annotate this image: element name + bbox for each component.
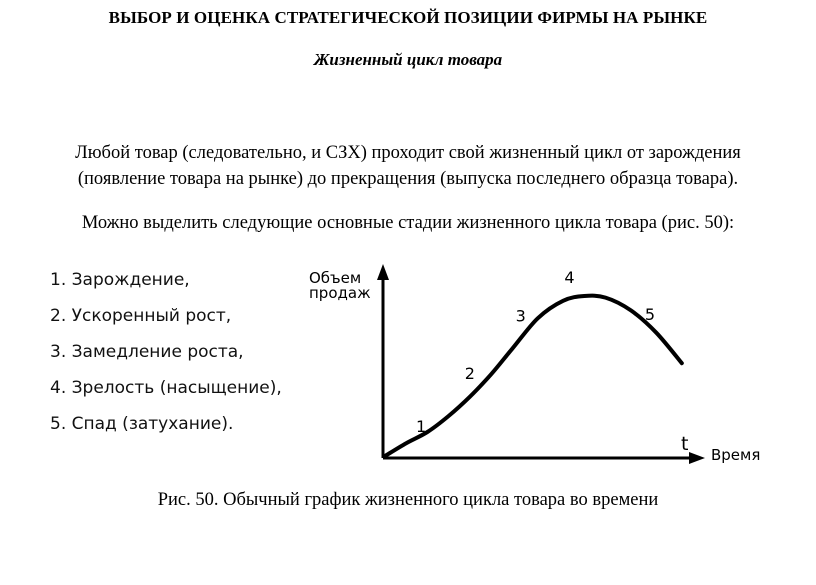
stage-item-4: 4. Зрелость (насыщение),	[50, 378, 282, 398]
lifecycle-curve	[385, 296, 682, 456]
stage-label-2: 2	[464, 364, 475, 384]
stage-item-2: 2. Ускоренный рост,	[50, 306, 232, 326]
stage-label-4: 4	[564, 268, 575, 288]
y-axis-label-line-1: Объем	[309, 269, 362, 287]
intro-line-1: Любой товар (следовательно, и СЗХ) проходит свой жизненный цикл от зарождения	[75, 143, 741, 163]
stage-label-3: 3	[515, 306, 526, 326]
x-axis-arrow-icon	[689, 452, 705, 464]
y-axis-arrow-icon	[377, 264, 389, 280]
stage-label-1: 1	[415, 417, 427, 436]
x-axis-symbol: t	[681, 433, 689, 455]
intro-line-2: (появление товара на рынке) до прекращения (выпуска последнего образца товара).	[77, 169, 739, 189]
stage-item-5: 5. Спад (затухание).	[50, 414, 234, 434]
document-subheading: Жизненный цикл товара	[313, 50, 503, 69]
document-heading: ВЫБОР И ОЦЕНКА СТРАТЕГИЧЕСКОЙ ПОЗИЦИИ ФИРМЫ НА РЫНКЕ	[108, 8, 708, 27]
stage-item-3: 3. Замедление роста,	[50, 342, 244, 362]
stage-item-1: 1. Зарождение,	[50, 270, 190, 290]
y-axis-label-line-2: продаж	[309, 284, 371, 302]
x-axis-label: Время	[711, 446, 761, 464]
stage-label-5: 5	[644, 305, 656, 324]
stages-intro: Можно выделить следующие основные стадии жизненного цикла товара (рис. 50):	[81, 213, 735, 233]
figure-caption: Рис. 50. Обычный график жизненного цикла товара во времени	[157, 490, 659, 510]
